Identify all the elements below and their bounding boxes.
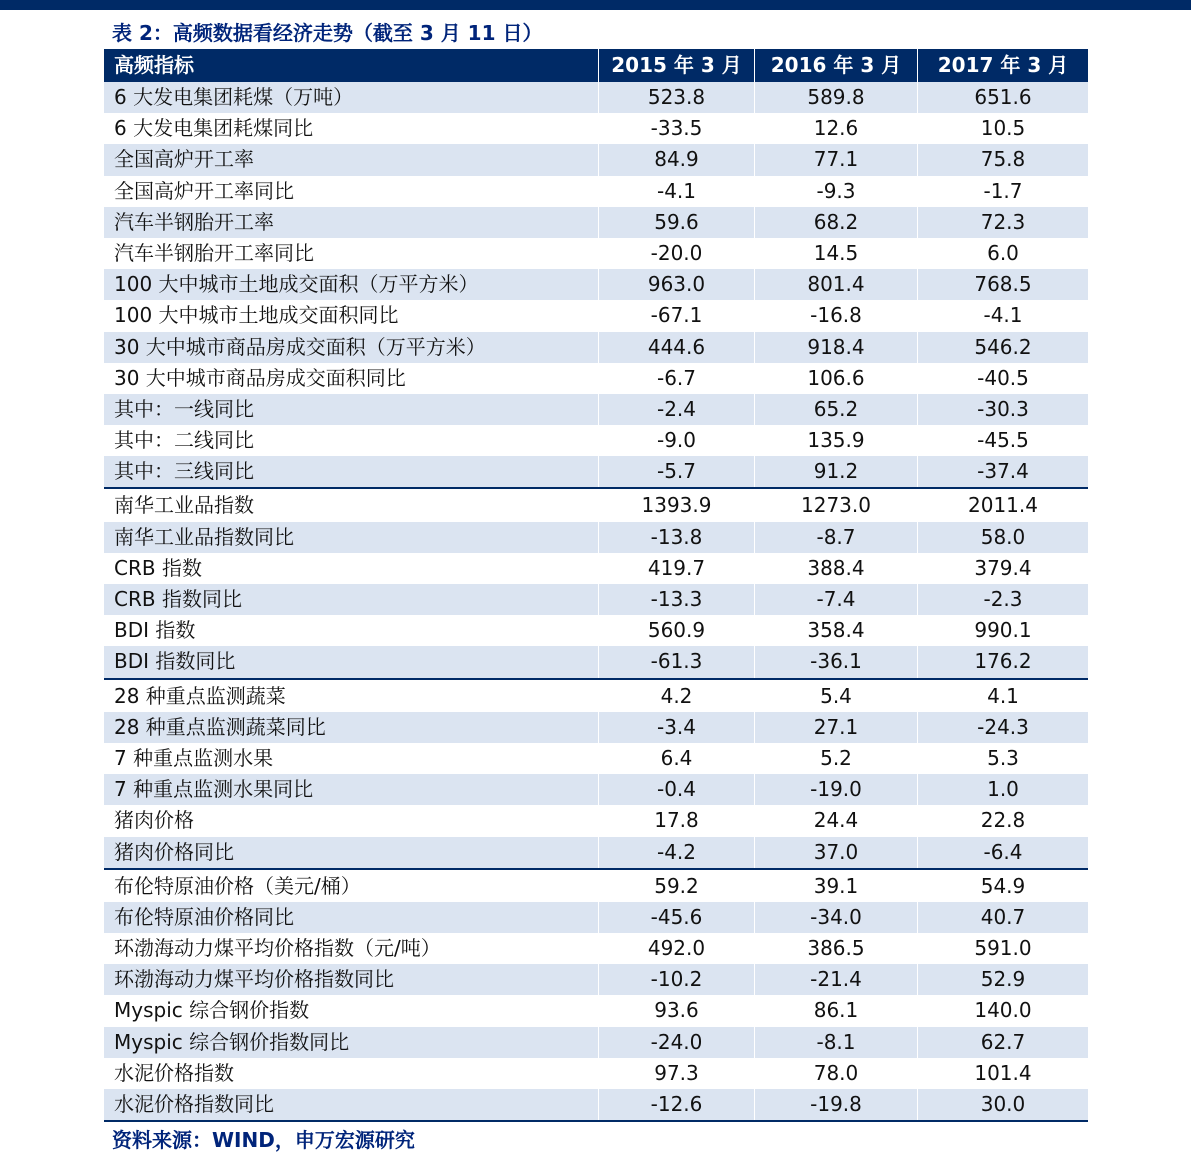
header-indicator: 高频指标 (114, 53, 194, 77)
table-row (104, 456, 1088, 487)
row-group (104, 678, 1088, 868)
value-2016-cell: -8.1 (754, 1027, 917, 1058)
table-row (104, 712, 1088, 743)
value-2017-cell: 176.2 (917, 646, 1088, 677)
value-2015-cell: -33.5 (598, 113, 754, 144)
value-2017-cell: 2011.4 (917, 490, 1088, 521)
value-2015-cell: -3.4 (598, 712, 754, 743)
value-2017-cell: 591.0 (917, 933, 1088, 964)
value-2015-cell: -4.2 (598, 837, 754, 868)
value-2016-cell: 358.4 (754, 615, 917, 646)
table-row (104, 615, 1088, 646)
value-2017-cell: 62.7 (917, 1027, 1088, 1058)
value-2015-cell: 84.9 (598, 144, 754, 175)
value-2016-cell: 388.4 (754, 553, 917, 584)
value-2016-cell: -19.8 (754, 1089, 917, 1120)
indicator-cell: Myspic 综合钢价指数同比 (114, 1029, 350, 1054)
value-2017-cell: 30.0 (917, 1089, 1088, 1120)
indicator-cell: 水泥价格指数同比 (114, 1092, 274, 1116)
indicator-cell: 100 大中城市土地成交面积（万平方米） (114, 272, 479, 297)
indicator-cell: 南华工业品指数同比 (114, 524, 294, 549)
value-2016-cell: 386.5 (754, 933, 917, 964)
value-2015-cell: -9.0 (598, 425, 754, 456)
table-row (104, 363, 1088, 394)
indicator-cell: 6 大发电集团耗煤（万吨） (114, 85, 354, 109)
indicator-cell: 汽车半钢胎开工率 (114, 209, 274, 234)
value-2017-cell: -30.3 (917, 394, 1088, 425)
value-2016-cell: 918.4 (754, 332, 917, 363)
table-row (104, 964, 1088, 995)
value-2015-cell: 6.4 (598, 743, 754, 774)
value-2015-cell: -2.4 (598, 394, 754, 425)
value-2016-cell: 135.9 (754, 425, 917, 456)
value-2016-cell: 78.0 (754, 1058, 917, 1089)
indicator-cell: 环渤海动力煤平均价格指数同比 (114, 967, 394, 992)
value-2017-cell: 75.8 (917, 144, 1088, 175)
value-2015-cell: -61.3 (598, 646, 754, 677)
value-2017-cell: 379.4 (917, 553, 1088, 584)
table-row (104, 522, 1088, 553)
value-2016-cell: 68.2 (754, 207, 917, 238)
value-2017-cell: 52.9 (917, 964, 1088, 995)
indicator-cell: 28 种重点监测蔬菜同比 (114, 714, 326, 739)
value-2017-cell: 4.1 (917, 681, 1088, 712)
header-2015: 2015 年 3 月 (598, 49, 754, 82)
value-2015-cell: -13.8 (598, 522, 754, 553)
indicator-cell: 7 种重点监测水果同比 (114, 777, 314, 802)
value-2015-cell: 963.0 (598, 269, 754, 300)
value-2016-cell: 106.6 (754, 363, 917, 394)
value-2016-cell: 12.6 (754, 113, 917, 144)
value-2017-cell: 140.0 (917, 995, 1088, 1026)
value-2015-cell: 59.6 (598, 207, 754, 238)
indicator-cell: 全国高炉开工率同比 (114, 178, 294, 203)
indicator-cell: 7 种重点监测水果 (114, 745, 274, 770)
value-2016-cell: 24.4 (754, 805, 917, 836)
indicator-cell: 南华工业品指数 (114, 493, 254, 518)
value-2017-cell: -40.5 (917, 363, 1088, 394)
data-table (104, 49, 1088, 1122)
value-2015-cell: -20.0 (598, 238, 754, 269)
value-2015-cell: 523.8 (598, 82, 754, 113)
value-2015-cell: 1393.9 (598, 490, 754, 521)
table-row (104, 871, 1088, 902)
value-2017-cell: 990.1 (917, 615, 1088, 646)
indicator-cell: 其中：一线同比 (114, 396, 254, 421)
table-body (104, 82, 1088, 1120)
table-row (104, 300, 1088, 331)
table-row (104, 1058, 1088, 1089)
value-2016-cell: 5.4 (754, 681, 917, 712)
value-2015-cell: 4.2 (598, 681, 754, 712)
value-2016-cell: 65.2 (754, 394, 917, 425)
table-row (104, 490, 1088, 521)
table-caption: 表 2：高频数据看经济走势（截至 3 月 11 日） (112, 21, 543, 45)
value-2017-cell: -1.7 (917, 176, 1088, 207)
row-group (104, 868, 1088, 1121)
indicator-cell: 其中：三线同比 (114, 459, 254, 484)
table-row (104, 176, 1088, 207)
indicator-cell: Myspic 综合钢价指数 (114, 998, 310, 1023)
value-2015-cell: -13.3 (598, 584, 754, 615)
value-2017-cell: 5.3 (917, 743, 1088, 774)
table-row (104, 425, 1088, 456)
value-2015-cell: 492.0 (598, 933, 754, 964)
value-2015-cell: -12.6 (598, 1089, 754, 1120)
row-group (104, 82, 1088, 487)
value-2016-cell: 77.1 (754, 144, 917, 175)
value-2016-cell: -34.0 (754, 902, 917, 933)
value-2015-cell: 17.8 (598, 805, 754, 836)
table-row (104, 238, 1088, 269)
value-2016-cell: -16.8 (754, 300, 917, 331)
value-2017-cell: 10.5 (917, 113, 1088, 144)
value-2016-cell: 14.5 (754, 238, 917, 269)
table-row (104, 933, 1088, 964)
value-2017-cell: 40.7 (917, 902, 1088, 933)
indicator-cell: BDI 指数同比 (114, 649, 236, 674)
value-2015-cell: 419.7 (598, 553, 754, 584)
table-row (104, 902, 1088, 933)
table-row (104, 805, 1088, 836)
indicator-cell: 水泥价格指数 (114, 1060, 234, 1085)
value-2016-cell: -9.3 (754, 176, 917, 207)
value-2017-cell: 546.2 (917, 332, 1088, 363)
value-2017-cell: 58.0 (917, 522, 1088, 553)
value-2016-cell: -21.4 (754, 964, 917, 995)
row-group (104, 487, 1088, 677)
value-2017-cell: -2.3 (917, 584, 1088, 615)
indicator-cell: CRB 指数同比 (114, 587, 242, 611)
value-2017-cell: 6.0 (917, 238, 1088, 269)
value-2017-cell: -37.4 (917, 456, 1088, 487)
value-2015-cell: -24.0 (598, 1027, 754, 1058)
value-2017-cell: 72.3 (917, 207, 1088, 238)
indicator-cell: 28 种重点监测蔬菜 (114, 683, 286, 708)
indicator-cell: 猪肉价格 (114, 808, 194, 833)
value-2016-cell: 86.1 (754, 995, 917, 1026)
value-2015-cell: -67.1 (598, 300, 754, 331)
value-2017-cell: 651.6 (917, 82, 1088, 113)
table-row (104, 837, 1088, 868)
indicator-cell: 其中：二线同比 (114, 428, 254, 453)
value-2016-cell: 39.1 (754, 871, 917, 902)
indicator-cell: 30 大中城市商品房成交面积（万平方米） (114, 334, 486, 359)
value-2016-cell: 1273.0 (754, 490, 917, 521)
value-2016-cell: 37.0 (754, 837, 917, 868)
value-2015-cell: -6.7 (598, 363, 754, 394)
table-row (104, 269, 1088, 300)
value-2015-cell: -45.6 (598, 902, 754, 933)
value-2017-cell: -45.5 (917, 425, 1088, 456)
value-2017-cell: 22.8 (917, 805, 1088, 836)
indicator-cell: 布伦特原油价格同比 (114, 904, 294, 929)
table-row (104, 646, 1088, 677)
table-row (104, 113, 1088, 144)
table-bottom-rule (104, 1120, 1088, 1122)
table-row (104, 553, 1088, 584)
value-2017-cell: 768.5 (917, 269, 1088, 300)
value-2016-cell: -36.1 (754, 646, 917, 677)
table-row (104, 1027, 1088, 1058)
table-row (104, 144, 1088, 175)
indicator-cell: 全国高炉开工率 (114, 147, 254, 172)
value-2017-cell: -6.4 (917, 837, 1088, 868)
header-2017: 2017 年 3 月 (917, 49, 1088, 82)
value-2015-cell: 93.6 (598, 995, 754, 1026)
value-2016-cell: 27.1 (754, 712, 917, 743)
table-row (104, 1089, 1088, 1120)
table-row (104, 394, 1088, 425)
indicator-cell: 猪肉价格同比 (114, 839, 234, 864)
value-2015-cell: -4.1 (598, 176, 754, 207)
value-2016-cell: 801.4 (754, 269, 917, 300)
indicator-cell: 100 大中城市土地成交面积同比 (114, 303, 399, 328)
indicator-cell: 汽车半钢胎开工率同比 (114, 240, 314, 265)
table-row (104, 332, 1088, 363)
table-row (104, 995, 1088, 1026)
value-2016-cell: -8.7 (754, 522, 917, 553)
value-2016-cell: -7.4 (754, 584, 917, 615)
table-row (104, 774, 1088, 805)
table-row (104, 82, 1088, 113)
value-2015-cell: 59.2 (598, 871, 754, 902)
top-rule (0, 0, 1191, 10)
value-2017-cell: -24.3 (917, 712, 1088, 743)
value-2016-cell: 589.8 (754, 82, 917, 113)
value-2016-cell: 91.2 (754, 456, 917, 487)
indicator-cell: CRB 指数 (114, 555, 202, 580)
indicator-cell: 6 大发电集团耗煤同比 (114, 116, 314, 141)
indicator-cell: 环渤海动力煤平均价格指数（元/吨） (114, 936, 441, 961)
value-2015-cell: -0.4 (598, 774, 754, 805)
value-2015-cell: -5.7 (598, 456, 754, 487)
indicator-cell: 30 大中城市商品房成交面积同比 (114, 365, 406, 390)
value-2015-cell: 444.6 (598, 332, 754, 363)
table-row (104, 207, 1088, 238)
value-2017-cell: 54.9 (917, 871, 1088, 902)
value-2016-cell: -19.0 (754, 774, 917, 805)
value-2015-cell: 97.3 (598, 1058, 754, 1089)
table-row (104, 584, 1088, 615)
table-row (104, 681, 1088, 712)
table-row (104, 743, 1088, 774)
source-note: 资料来源：WIND，申万宏源研究 (112, 1128, 415, 1152)
value-2017-cell: 101.4 (917, 1058, 1088, 1089)
value-2016-cell: 5.2 (754, 743, 917, 774)
indicator-cell: BDI 指数 (114, 618, 196, 643)
value-2015-cell: -10.2 (598, 964, 754, 995)
header-2016: 2016 年 3 月 (754, 49, 917, 82)
table-header (104, 49, 1088, 82)
value-2017-cell: -4.1 (917, 300, 1088, 331)
indicator-cell: 布伦特原油价格（美元/桶） (114, 873, 361, 898)
value-2015-cell: 560.9 (598, 615, 754, 646)
value-2017-cell: 1.0 (917, 774, 1088, 805)
